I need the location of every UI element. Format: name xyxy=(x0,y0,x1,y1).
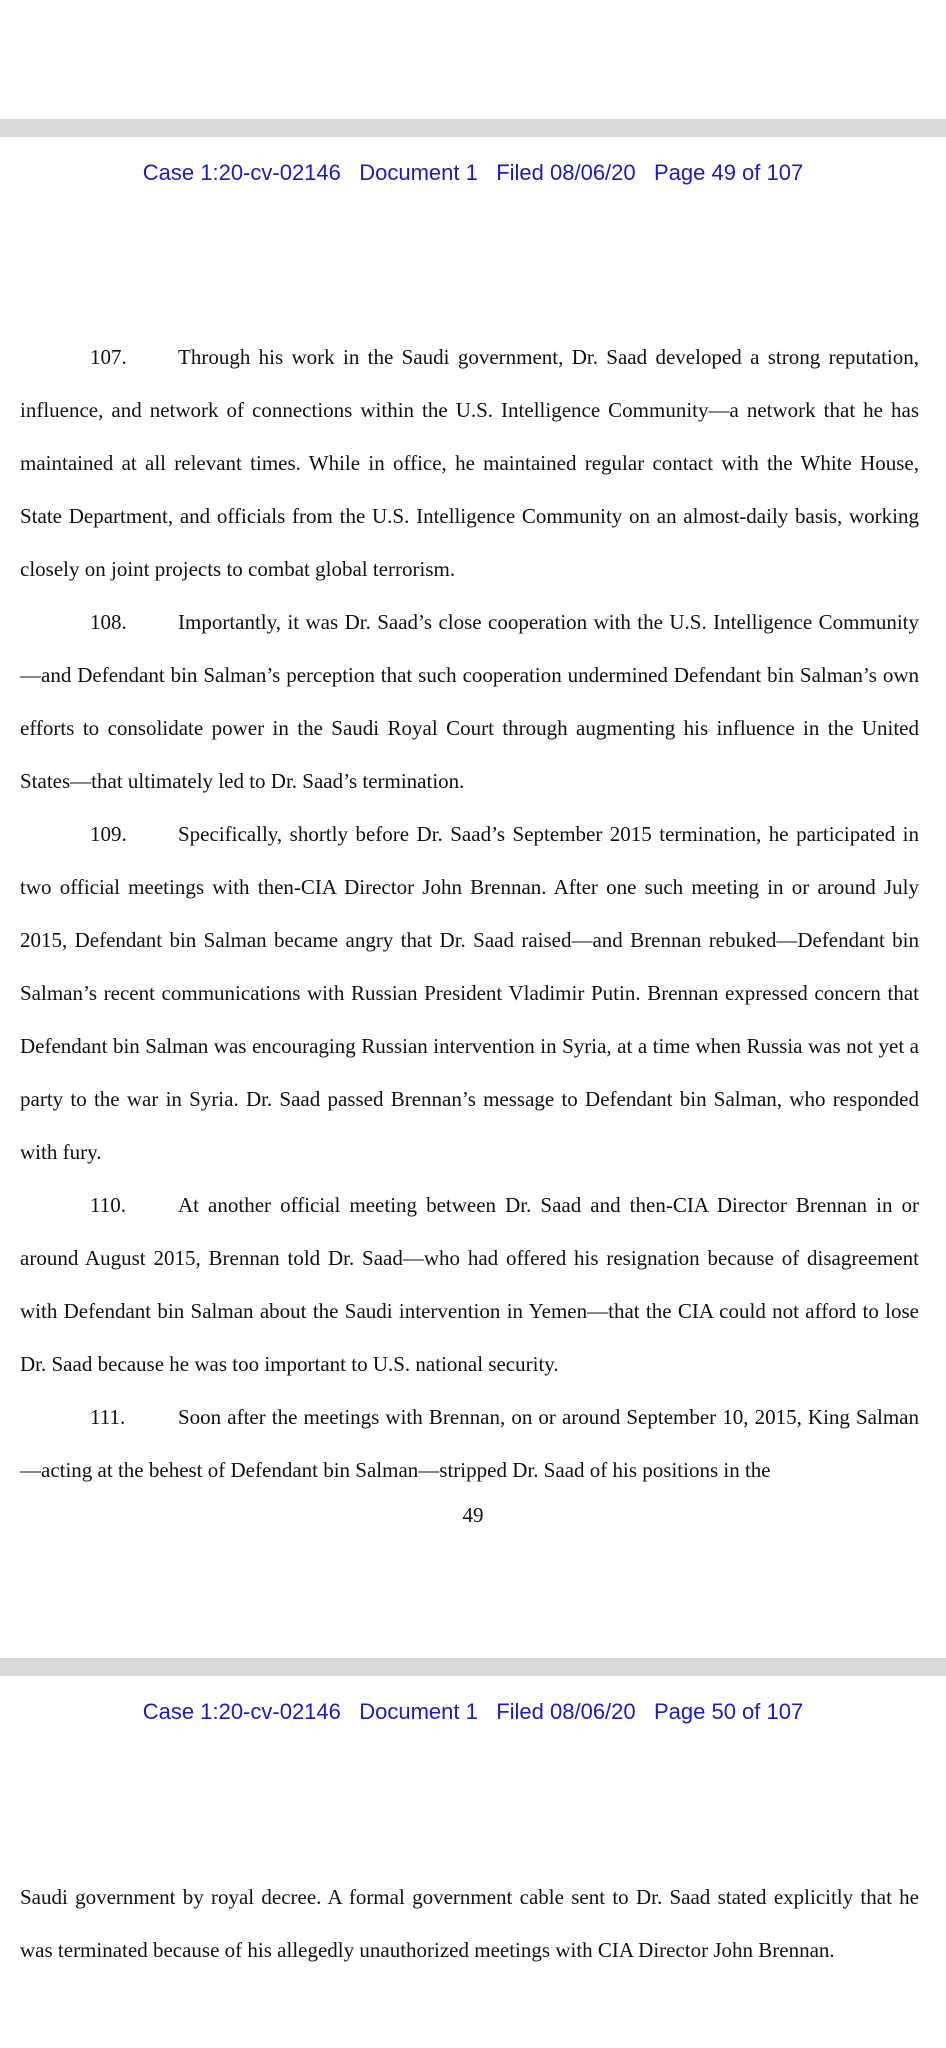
paragraph-continued xyxy=(20,1871,919,1977)
paragraph-text: Soon after the meetings with Brennan, on or around September 10, 2015, King Salman—acting at the behest of Defendant bin Salman—stripped Dr. Saad of his positions in the xyxy=(20,1405,919,1482)
page-indicator: Page 50 of 107 xyxy=(653,1699,804,1724)
paragraph-number: 108. xyxy=(90,610,127,634)
paragraph-109 xyxy=(20,808,919,1179)
page-indicator: Page 49 of 107 xyxy=(653,160,804,185)
page-separator xyxy=(0,1658,946,1676)
paragraph-number: 107. xyxy=(90,345,127,369)
document-number: Document 1 xyxy=(359,1699,478,1724)
filed-date: Filed 08/06/20 xyxy=(496,1699,636,1724)
paragraph-text: Specifically, shortly before Dr. Saad’s September 2015 termination, he participated in two official meetings with then-CIA Director John Brennan. After one such meeting in or around July 2015, Defendant bin Salman became angry that Dr. Saad raised—and Brennan rebuked—Defendant bin Salman’s recent communications with Russian President Vladimir Putin. Brennan expressed concern that Defendant bin Salman was encouraging Russian intervention in Syria, at a time when Russia was not yet a party to the war in Syria. Dr. Saad passed Brennan’s message to Defendant bin Salman, who responded with fury. xyxy=(20,822,919,1164)
paragraph-text: At another official meeting between Dr. Saad and then-CIA Director Brennan in or around August 2015, Brennan told Dr. Saad—who had offered his resignation because of disagreement with Defendant bin Salman about the Saudi intervention in Yemen—that the CIA could not afford to lose Dr. Saad because he was too important to U.S. national security. xyxy=(20,1193,919,1376)
paragraph-110 xyxy=(20,1179,919,1391)
page-header xyxy=(0,159,946,187)
filed-date: Filed 08/06/20 xyxy=(496,160,636,185)
paragraph-111 xyxy=(20,1391,919,1497)
paragraph-107 xyxy=(20,331,919,596)
paragraph-number: 110. xyxy=(90,1193,126,1217)
page-separator xyxy=(0,119,946,137)
page-header xyxy=(0,1698,946,1726)
case-number: Case 1:20-cv-02146 xyxy=(142,1699,341,1724)
case-number: Case 1:20-cv-02146 xyxy=(142,160,341,185)
page-number: 49 xyxy=(462,1503,484,1527)
paragraph-108 xyxy=(20,596,919,808)
paragraph-text: Importantly, it was Dr. Saad’s close cooperation with the U.S. Intelligence Community—and Defendant bin Salman’s perception that such cooperation undermined Defendant bin Salman’s own efforts to consolidate power in the Saudi Royal Court through augmenting his influence in the United States—that ultimately led to Dr. Saad’s termination. xyxy=(20,610,919,793)
paragraph-text: Saudi government by royal decree. A formal government cable sent to Dr. Saad stated explicitly that he was terminated because of his allegedly unauthorized meetings with CIA Director John Brennan. xyxy=(20,1885,919,1962)
paragraph-text: Through his work in the Saudi government, Dr. Saad developed a strong reputation, influence, and network of connections within the U.S. Intelligence Community—a network that he has maintained at all relevant times. While in office, he maintained regular contact with the White House, State Department, and officials from the U.S. Intelligence Community on an almost-daily basis, working closely on joint projects to combat global terrorism. xyxy=(20,345,919,581)
paragraph-number: 111. xyxy=(90,1405,126,1429)
paragraph-number: 109. xyxy=(90,822,127,846)
document-number: Document 1 xyxy=(359,160,478,185)
